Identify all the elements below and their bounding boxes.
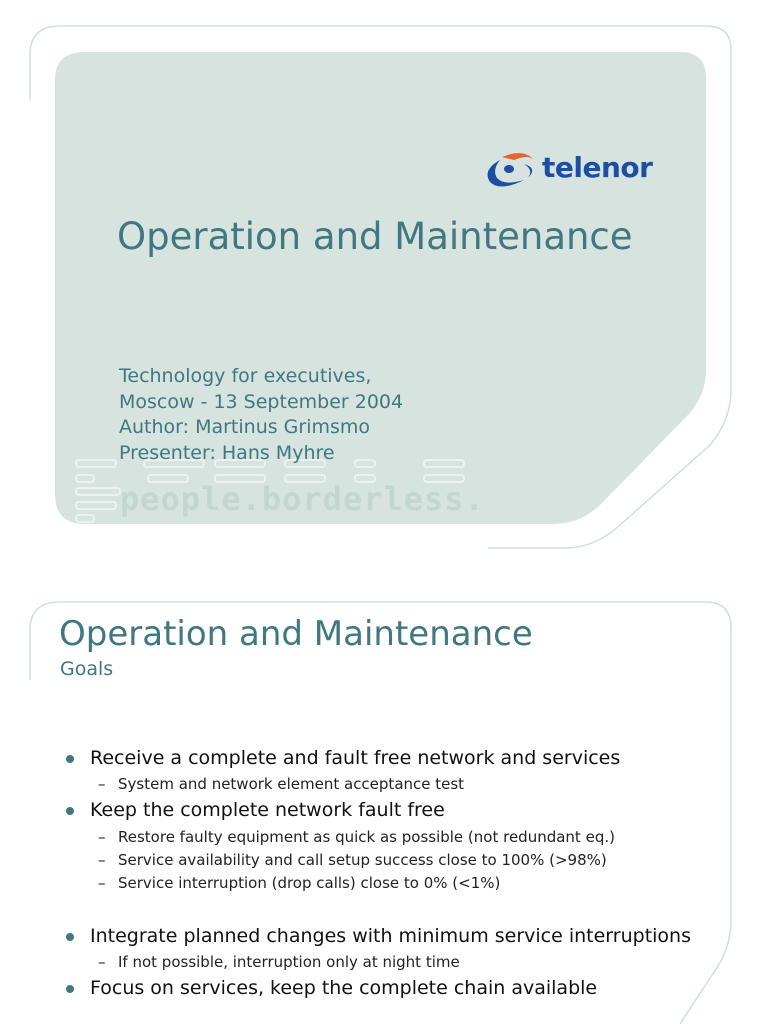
bullet-dot (66, 985, 74, 993)
subtitle-line: Moscow - 13 September 2004 (119, 390, 404, 413)
slide-subtitle: Goals (60, 658, 114, 680)
bullet-item: Integrate planned changes with minimum service interruptions (90, 925, 691, 947)
sub-bullet-item: If not possible, interruption only at night time (118, 953, 460, 971)
dash-marker: – (98, 851, 106, 869)
tagline: people.borderless. (120, 480, 485, 518)
subtitle-line: Technology for executives, (119, 365, 372, 387)
bullet-dot (66, 755, 74, 763)
sub-bullet-item: System and network element acceptance test (118, 775, 465, 793)
subtitle-line: Presenter: Hans Myhre (119, 441, 335, 464)
dash-marker: – (98, 828, 106, 846)
subtitle-block (119, 364, 403, 466)
slide-title: Operation and Maintenance (117, 215, 633, 258)
slide-title: Operation and Maintenance (59, 614, 533, 654)
bullet-item: Receive a complete and fault free network and services (90, 747, 621, 769)
subtitle-line: Author: Martinus Grimsmo (119, 416, 371, 438)
dash-marker: – (98, 953, 106, 971)
bullet-item: Keep the complete network fault free (90, 799, 445, 821)
bullet-item: Focus on services, keep the complete chain available (90, 977, 598, 999)
dash-marker: – (98, 874, 106, 892)
telenor-logo-icon (484, 150, 540, 194)
bullet-dot (66, 933, 74, 941)
logo-text: telenor (542, 151, 653, 184)
bullet-dot (66, 807, 74, 815)
sub-bullet-item: Restore faulty equipment as quick as possible (not redundant eq.) (118, 828, 615, 846)
dash-marker: – (98, 775, 106, 793)
sub-bullet-item: Service availability and call setup success close to 100% (>98%) (118, 851, 607, 869)
goals-slide (0, 590, 768, 1024)
sub-bullet-item: Service interruption (drop calls) close to 0% (<1%) (118, 874, 501, 892)
